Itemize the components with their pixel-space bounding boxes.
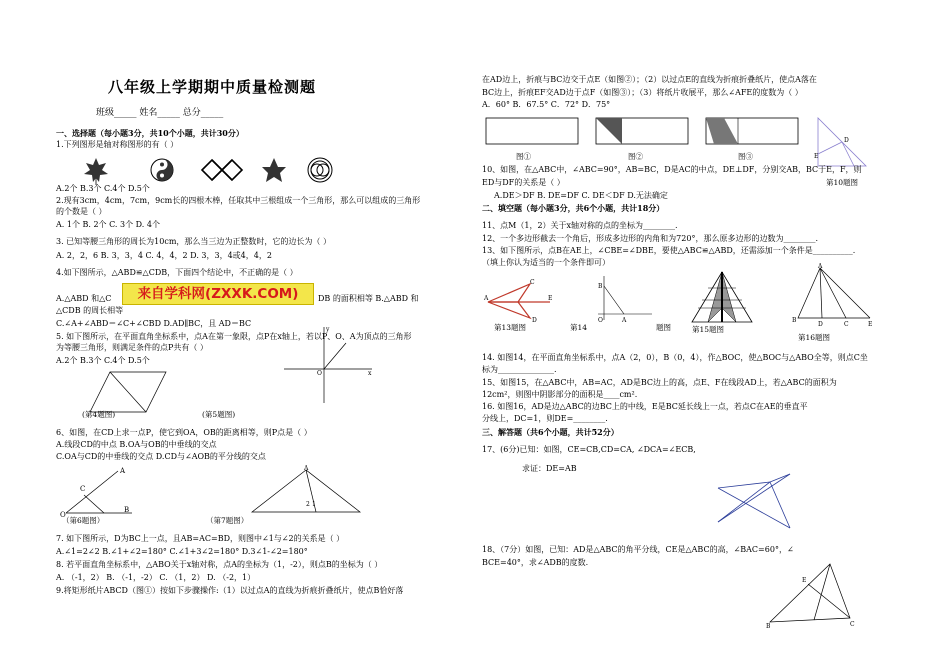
q9-line3: BC边上，折痕EF交AD边于点F（如图③）；（3）将纸片收展平，那么∠AFE的度数为（ ） [482,88,803,97]
q8-options: A. （-1，2） B. （-1，-2） C. （1，2） D. （-2，1） [56,573,256,582]
q17-line1: 17、(6分)已知：如图，CE=CB,CD=CA, ∠DCA=∠ECB, [482,445,696,454]
q9-line2: 在AD边上，折痕与BC边交于点E（如图②）；（2）以过点E的直线为折痕折叠纸片，使点A落在 [482,75,817,84]
q17-line2: 求证：DE=AB [522,464,577,473]
svg-text:B: B [598,283,603,290]
q4-options-cd: C.∠A+∠ABD＝∠C+∠CBD D.AD∥BC，且 AD＝BC [56,319,252,328]
svg-text:D: D [844,137,849,144]
svg-text:A: A [120,467,126,475]
q6-options-ab: A.线段CD的中点 B.OA与OB的中垂线的交点 [56,440,217,449]
q16-line2: 分线上，DC=1，则DE=________. [482,414,608,423]
q10-line2: ED与DF的关系是（ ） [482,178,565,187]
svg-text:C: C [80,485,86,493]
maple-leaf-icon [84,158,108,185]
svg-text:2: 2 [306,501,310,508]
q7-options: A.∠1=2∠2 B.∠1+∠2=180° C.∠1+3∠2=180° D.3∠1-∠2=180° [56,547,308,556]
q12: 12、一个多边形截去一个角后，形成多边形的内角和为720°，那么原多边形的边数为________. [482,234,818,243]
figure-18-triangle [766,560,876,630]
q11: 11、点M（1，2）关于x轴对称的点的坐标为________. [482,221,678,230]
svg-text:O: O [598,317,603,324]
fig13-caption: 第13题图 [494,323,527,332]
svg-text:C: C [850,621,855,628]
q2-line2: 的个数是（ ） [56,207,107,216]
figure-7-triangle [246,466,366,516]
figure-5-axes [284,325,374,405]
q6: 6、如图，在CD上求一点P，使它到OA，OB的距离相等，则P点是（ ） [56,428,312,437]
svg-text:O: O [317,370,322,377]
fig14-caption-tail: 题图 [656,323,671,332]
fig4-caption: (第4题图) [82,410,116,419]
section-3-heading: 三、解答题（共6个小题，共计52分） [482,427,619,437]
q5-options: A.2个 B.3个 C.4个 D.5个 [56,356,150,365]
svg-text:x: x [368,370,372,377]
svg-text:D: D [532,317,537,324]
watermark-banner: 来自学科网(ZXXK.COM) [122,283,314,305]
figure-10-triangle [814,114,874,170]
q3-options: A. 2，2，6 B. 3，3，4 C. 4，4，2 D. 3，3，4或4，4，2 [56,251,272,260]
fig10-caption: 第10题图 [826,178,859,187]
q5-line1: 5. 如下图所示，在平面直角坐标系中，点A在第一象限，点P在x轴上，若以P、O、A为顶点的三角形 [56,332,412,341]
q4-option-b: DB 的面积相等 B.△ABD 和 [318,294,419,303]
figure-13-kite [484,276,554,322]
svg-text:E: E [814,153,819,160]
fig5-caption: (第5题图) [202,410,236,419]
svg-text:D: D [818,321,823,328]
figure-6-angle [60,465,140,519]
q10-line1: 10、如图，在△ABC中，∠ABC=90°，AB=BC，D是AC的中点，DE⊥DF，分别交AB，BC于E，F，则 [482,165,862,174]
header-line: 班级_____ 姓名_____ 总分_____ [96,108,224,118]
fig6-caption: （第6题图） [62,516,105,525]
rings-icon [308,158,332,182]
fig9-caption-2: 图② [628,152,643,161]
svg-text:O: O [60,511,66,519]
svg-text:A: A [818,263,823,270]
q15-line1: 15、如图15，在△ABC中，AB=AC，AD是BC边上的高，点E、F在线段AD上，若△ABC的面积为 [482,378,837,387]
svg-text:C: C [844,321,849,328]
q2-line1: 2.现有3cm，4cm，7cm，9cm长的四根木棒，任取其中三根组成一个三角形，那么可以组成的三角形 [56,196,421,205]
figure-14-axes [594,274,654,324]
svg-text:y: y [326,326,330,333]
fig7-caption: （第7题图） [206,516,249,525]
q5-line2: 为等腰三角形，则满足条件的点P共有（ ） [56,343,208,352]
fig14-caption: 第14 [570,323,588,332]
fig15-caption: 第15题图 [692,325,725,334]
figure-9-folding [484,112,814,152]
knot-icon [202,160,242,180]
svg-text:E: E [548,295,553,302]
figure-17-triangles [714,470,804,530]
figure-16-triangle [790,262,880,332]
fig9-caption-3: 图③ [738,152,753,161]
svg-text:A: A [484,295,489,302]
svg-text:A: A [622,317,627,324]
q13: 13、如下图所示，点B在AE上，∠CBE=∠DBE，要使△ABC≌△ABD，还需添加一个条件是__________. [482,246,856,255]
page-title: 八年级上学期期中质量检测题 [108,78,317,96]
svg-text:B: B [792,317,797,324]
q3: 3. 已知等腰三角形的周长为10cm，那么当三边为正整数时，它的边长为（ ） [56,237,331,246]
q4: 4.如下图所示，△ABD≌△CDB，下面四个结论中，不正确的是（ ） [56,268,298,277]
q16-line1: 16. 如图16，AD是边△ABC的边BC上的中线，E是BC延长线上一点，若点C在AE的垂直平 [482,402,808,411]
q6-options-cd: C.OA与CD的中垂线的交点 D.CD与∠AOB的平分线的交点 [56,452,266,461]
svg-text:C: C [530,279,535,286]
q10-options: A.DE＞DF B. DE=DF C. DE＜DF D.无法确定 [494,191,668,200]
fig9-caption-1: 图① [516,152,531,161]
svg-text:E: E [802,577,807,584]
q1-options: A.2个 B.3个 C.4个 D.5个 [56,184,150,193]
q4-option-a: A.△ABD 和△C [56,294,112,303]
pentagon-flower-icon [262,158,286,182]
q14-line1: 14. 如图14，在平面直角坐标系中，点A（2，0），B（0，4），作△BOC，使△BOC与△ABO全等，则点C坐 [482,353,868,362]
section-2-heading: 二、填空题（每小题3分，共6个小题，共计18分） [482,203,665,213]
q18-line2: BCE=40°，求∠ADB的度数. [482,558,589,567]
svg-text:1: 1 [312,501,316,508]
svg-text:B: B [124,506,130,514]
q1: 1.下列图形是轴对称图形的有（ ） [56,140,179,149]
q9-line1: 9.将矩形纸片ABCD（图①）按如下步骤操作:（1）以过点A的直线为折痕折叠纸片，使点B恰好落 [56,586,404,595]
q2-options: A. 1个 B. 2个 C. 3个 D. 4个 [56,220,160,229]
section-1-heading: 一、选择题（每小题3分，共10个小题，共计30分） [56,128,244,138]
svg-text:B: B [766,623,771,630]
q8: 8. 若平面直角坐标系中，△ABO关于x轴对称，点A的坐标为（1，-2），则点B的坐标为（ ） [56,560,383,569]
q18-line1: 18、（7分）如图，已知：AD是△ABC的角平分线，CE是△ABC的高，∠BAC=60°，∠ [482,545,794,554]
svg-text:E: E [868,321,873,328]
q15-line2: 12cm²，则图中阴影部分的面积是____cm². [482,390,638,399]
q4-option-b-cont: △CDB 的周长相等 [56,306,124,315]
q14-line2: 标为______________. [482,365,557,374]
yin-yang-icon [151,159,173,181]
q7: 7. 如下图所示，D为BC上一点，且AB=AC=BD，则图中∠1与∠2的关系是（ ） [56,534,345,543]
q1-symbol-figures [84,156,324,186]
q13-note: （填上你认为适当的一个条件即可） [482,258,610,267]
figure-15-triangle [688,268,758,328]
fig16-caption: 第16题图 [798,333,831,342]
svg-text:A: A [304,465,309,472]
q9-options: A．60° B．67.5° C．72° D．75° [482,100,611,109]
